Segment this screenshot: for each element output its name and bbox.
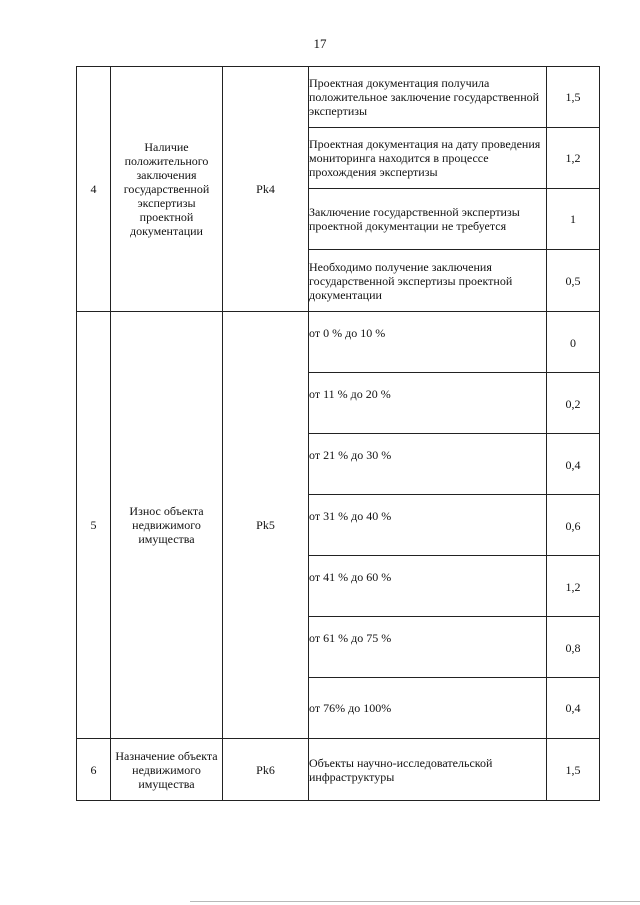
row-number: 4 <box>77 67 111 312</box>
option-value: 1,2 <box>547 556 600 617</box>
option-text: Необходимо получение заключения государственной экспертизы проектной документации <box>309 250 547 312</box>
option-value: 0,4 <box>547 434 600 495</box>
page-number: 17 <box>313 36 327 51</box>
criterion-name: Назначение объекта недвижимого имущества <box>111 739 223 801</box>
option-text: от 76% до 100% <box>309 678 547 739</box>
table-row <box>77 67 600 128</box>
option-value: 1,5 <box>547 739 600 801</box>
row-number: 6 <box>77 739 111 801</box>
option-text: Проектная документация на дату проведения мониторинга находится в процессе прохождения экспертизы <box>309 128 547 189</box>
scan-edge-line <box>190 901 640 902</box>
option-value: 1 <box>547 189 600 250</box>
option-text: от 21 % до 30 % <box>309 434 547 495</box>
option-text: от 0 % до 10 % <box>309 312 547 373</box>
option-text: Объекты научно-исследовательской инфраструктуры <box>309 739 547 801</box>
option-value: 0 <box>547 312 600 373</box>
option-text: Заключение государственной экспертизы проектной документации не требуется <box>309 189 547 250</box>
option-text: от 31 % до 40 % <box>309 495 547 556</box>
criterion-code: Pk5 <box>223 312 309 739</box>
criterion-code: Pk4 <box>223 67 309 312</box>
criteria-table <box>76 66 600 801</box>
option-value: 1,2 <box>547 128 600 189</box>
criterion-name: Износ объекта недвижимого имущества <box>111 312 223 739</box>
option-value: 0,5 <box>547 250 600 312</box>
option-value: 0,2 <box>547 373 600 434</box>
criterion-code: Pk6 <box>223 739 309 801</box>
option-value: 0,6 <box>547 495 600 556</box>
option-text: от 11 % до 20 % <box>309 373 547 434</box>
option-text: Проектная документация получила положительное заключение государственной экспертизы <box>309 67 547 128</box>
table-row <box>77 739 600 801</box>
table-row <box>77 312 600 373</box>
option-text: от 41 % до 60 % <box>309 556 547 617</box>
option-value: 1,5 <box>547 67 600 128</box>
row-number: 5 <box>77 312 111 739</box>
criterion-name: Наличие положительного заключения государственной экспертизы проектной документации <box>111 67 223 312</box>
option-text: от 61 % до 75 % <box>309 617 547 678</box>
option-value: 0,4 <box>547 678 600 739</box>
option-value: 0,8 <box>547 617 600 678</box>
